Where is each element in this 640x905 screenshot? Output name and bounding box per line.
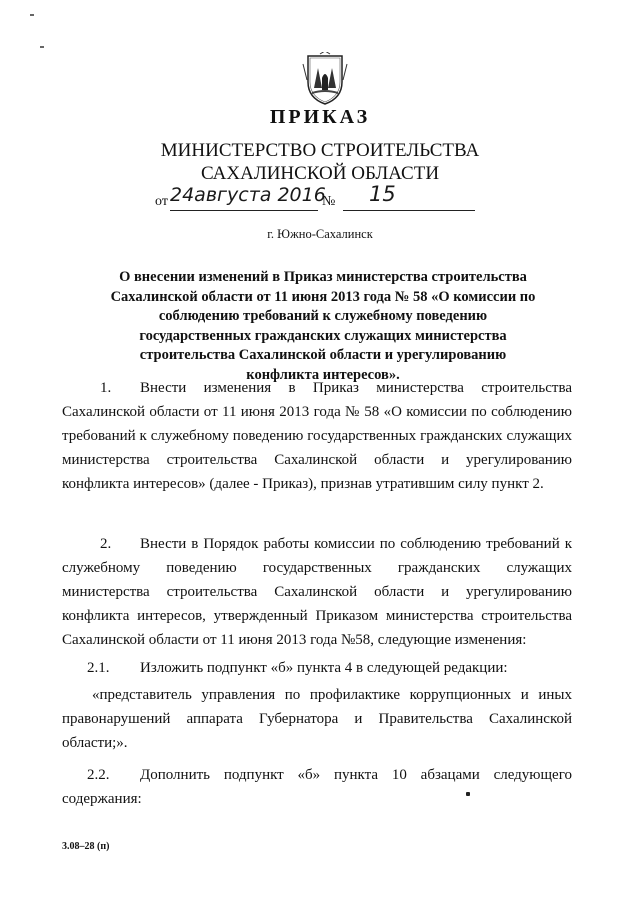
handwritten-number: 15 [369,182,396,206]
paragraph-2-1-number: 2.1. [87,660,110,676]
paragraph-2-2 [62,763,572,811]
date-number-line [155,182,485,214]
ministry-name [0,139,640,185]
document-type-title: ПРИКАЗ [269,106,371,128]
paragraph-2-text: Внести в Порядок работы комиссии по соблюдению требований к служебному поведению государственных гражданских служащих министерства строительства Сахалинской области и урегулированию конфликта интересов, утвержденный Приказом министерства строительства Сахалинской области от 11 июня 2013 года №58, следующие изменения: [62,536,572,648]
paragraph-1 [62,376,572,496]
quoted-text: «представитель управления по профилактике коррупционных и иных правонарушений аппарата Губернатора и Правительства Сахалинской области;». [62,687,572,751]
paragraph-1-text: Внести изменения в Приказ министерства строительства Сахалинской области от 11 июня 2013 года № 58 «О комиссии по соблюдению требований к служебному поведению государственных гражданских служащих министерства строительства Сахалинской области и урегулированию конфликта интересов» (далее - Приказ), признав утратившим силу пункт 2. [62,380,572,492]
date-underline [170,210,318,211]
ink-dot [466,792,470,796]
scan-mark [30,14,34,16]
order-heading: О внесении изменений в Приказ министерства строительства Сахалинской области от 11 июня 2013 года № 58 «О комиссии по соблюдению требований к служебному поведению государственных гражданских служащих министерства строительства Сахалинской области и урегулированию конфликта интересов». [110,269,536,383]
number-label: № [322,194,336,209]
paragraph-2-2-number: 2.2. [87,767,110,783]
sakhalin-coat-of-arms-icon [300,52,350,106]
ministry-line-1: МИНИСТЕРСТВО СТРОИТЕЛЬСТВА [160,140,480,161]
paragraph-2-1-text: Изложить подпункт «б» пункта 4 в следующей редакции: [140,660,508,676]
paragraph-2 [62,532,572,652]
form-code: 3.08–28 (п) [62,841,110,852]
paragraph-2-1 [62,656,572,680]
ministry-line-2: САХАЛИНСКОЙ ОБЛАСТИ [200,163,440,184]
date-from-label: от [155,194,168,209]
city-name: г. Южно-Сахалинск [267,227,373,241]
paragraph-1-number: 1. [100,380,112,396]
paragraph-2-2-text: Дополнить подпункт «б» пункта 10 абзацами следующего содержания: [62,767,572,807]
handwritten-date: 24августа 2016 [170,184,326,206]
scan-mark [40,46,44,48]
paragraph-2-number: 2. [100,536,112,552]
number-underline [343,210,475,211]
